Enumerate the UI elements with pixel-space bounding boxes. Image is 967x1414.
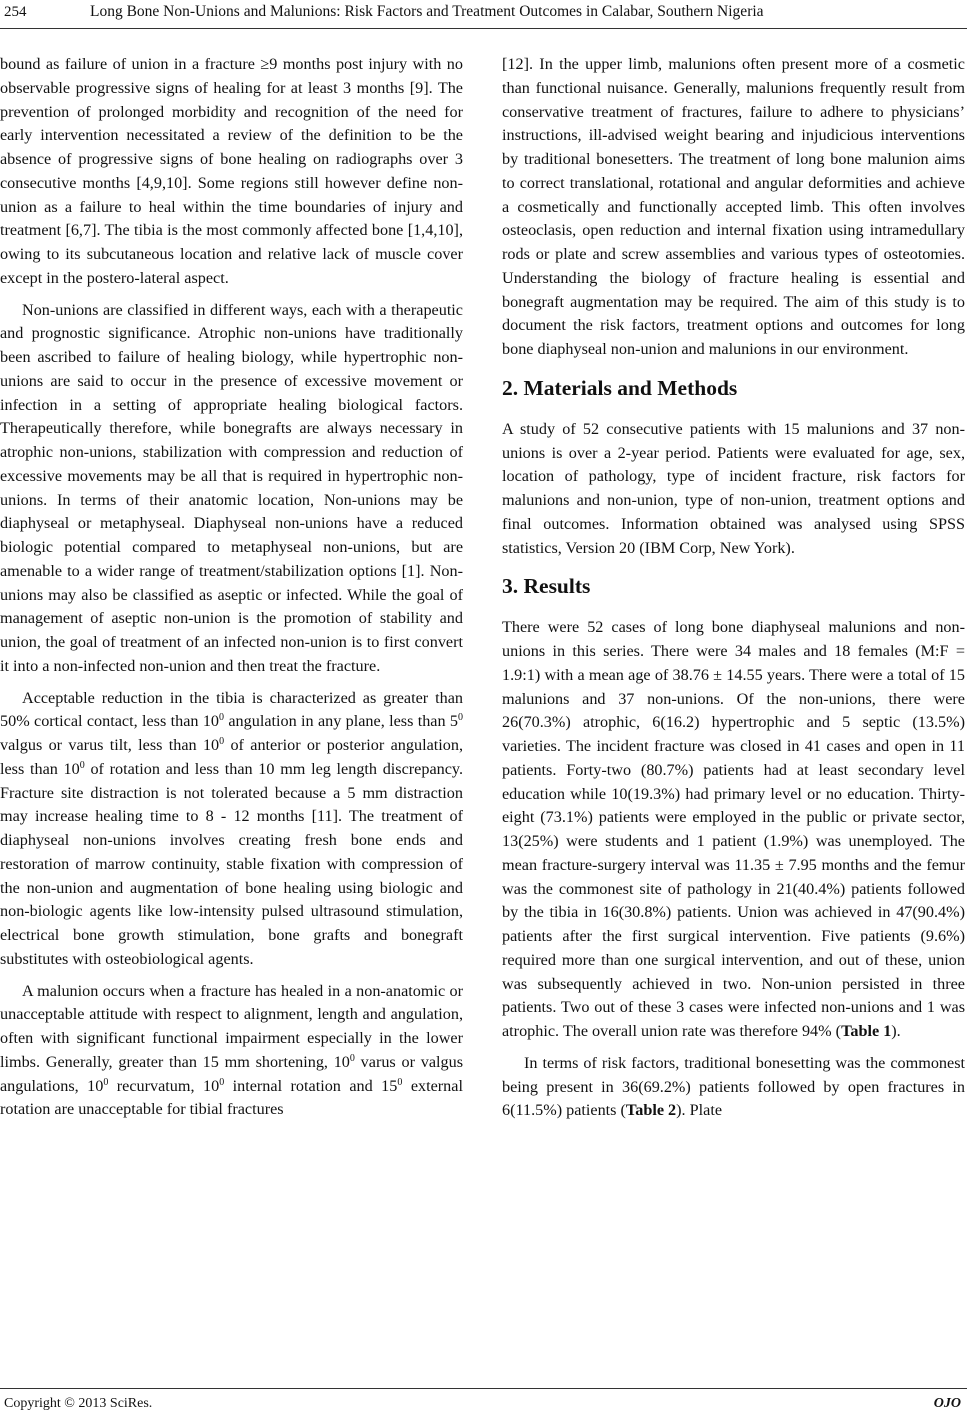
paragraph-acceptable-reduction: Acceptable reduction in the tibia is characterized as greater than 50% cortical contact, less than $10^0$ angulation in any plane, less than $5^0$ valgus or varus tilt, less than $10^0$ of anterior or posterior angulation, less than $10^0$ of rotation and less than 10 mm leg length discrepancy. Fracture site distraction is not tolerated because a 5 mm distraction may increase healing time to 8 - 12 months [11]. The treatment of diaphyseal non-unions involves creating fresh bone ends and restoration of marrow continuity, stable fixation with compression of the non-union and augmentation of bone healing using biologic and non-biologic agents like low-intensity pulsed ultrasound stimulation, electrical bone growth stimulation, bone grafts and bonegraft substitutes with osteobiological agents. xyxy=(0,688,464,968)
page-header xyxy=(0,0,967,30)
heading-results: 3. Results xyxy=(502,574,591,599)
running-title: Long Bone Non-Unions and Malunions: Risk Factors and Treatment Outcomes in Calabar, Southern Nigeria xyxy=(90,3,764,20)
paragraph-malunion: A malunion occurs when a fracture has healed in a non-anatomic or unacceptable attitude with respect to alignment, length and angulation, often with significant functional impairment especially in the lower limbs. Generally, greater than 15 mm shortening, $10^0$ varus or valgus angulations, $10^0$ recurvatum, $10^0$ internal rotation and $15^0$ external rotation are unacceptable for tibial fractures xyxy=(0,981,463,1119)
paragraph-nonunion-definition: bound as failure of union in a fracture ≥9 months post injury with no observable progressive signs of healing for at least 3 months [9]. The prevention of prolonged morbidity and recognition of the need for early intervention necessitated a review of the definition to be the absence of progressive signs of bone healing on radiographs over 3 consecutive months [4,9,10]. Some regions still however define non-union as a failure to heal within the time boundaries of injury and treatment [6,7]. The tibia is the most commonly affected bone [1,4,10], owing to its subcutaneous location and relative lack of muscle cover except in the postero-lateral aspect. xyxy=(0,55,463,287)
heading-materials-methods: 2. Materials and Methods xyxy=(502,375,738,400)
header-rule xyxy=(0,28,967,29)
footer-rule xyxy=(0,1388,967,1389)
journal-abbreviation: OJO xyxy=(933,1396,961,1411)
paragraph-malunion-treatment: [12]. In the upper limb, malunions often present more of a cosmetic than functional nuisance. Generally, malunions frequently result from conservative treatment of fractures, failure to adhere to physicians’ instructions, ill-advised weight bearing and injudicious interventions by traditional bonesetters. The treatment of long bone malunion aims to correct translational, rotational and angular deformities and achieve a cosmetically and functionally accepted limb. This often involves osteoclasis, open reduction and internal fixation using intramedullary rods or plate and screw assemblies and various types of osteotomies. Understanding the biology of fracture healing is essential and bonegraft augmentation may be required. The aim of this study is to document the risk factors, treatment options and outcomes for long bone diaphyseal non-union and malunions in our environment. xyxy=(502,55,965,358)
paragraph-nonunion-classification: Non-unions are classified in different ways, each with a therapeutic and prognostic significance. Atrophic non-unions have traditionally been ascribed to failure of healing biology, while hypertrophic non-unions are said to occur in the presence of excessive movement or infection in a setting of appropriate healing biological factors. Therapeutically therefore, while bonegrafts are always necessary in atrophic non-unions, stabilization with compression and reduction of excessive movements may be all that is required in hypertrophic non-unions. In terms of their anatomic location, Non-unions may be diaphyseal or metaphyseal. Diaphyseal non-unions have a reduced biologic potential compared to metaphyseal non-unions, but are amenable to a wider range of treatment/stabilization options [1]. Non-unions may also be classified as aseptic or infected. While the goal of management of aseptic non-union is the promotion of stability and union, the goal of treatment of an infected non-union is to first convert it into a non-infected non-union and then treat the fracture. xyxy=(0,300,463,675)
table-2-reference[interactable]: Table 2 xyxy=(625,1101,677,1120)
paragraph-methods: A study of 52 consecutive patients with 15 malunions and 37 non-unions is over a 2-year period. Patients were evaluated for age, sex, location of pathology, type of incident fracture, risk factors for malunions and non-union, type of non-union, treatment options and final outcomes. Information obtained was analysed using SPSS statistics, Version 20 (IBM Corp, New York). xyxy=(502,419,965,557)
copyright-notice: Copyright © 2013 SciRes. xyxy=(4,1396,153,1411)
page-footer xyxy=(0,1388,967,1414)
table-1-reference[interactable]: Table 1 xyxy=(841,1022,892,1040)
page-number: 254 xyxy=(4,4,27,20)
left-column xyxy=(0,53,463,1122)
paragraph-risk-factors: In terms of risk factors, traditional bonesetting was the commonest being present in 36(69.2%) patients followed by open fractures in 6(11.5%) patients (Table 2). Plate xyxy=(502,1053,965,1120)
right-column xyxy=(502,53,965,1123)
paragraph-results: There were 52 cases of long bone diaphyseal malunions and non-unions in this series. There were 34 males and 18 females (M:F = 1.9:1) with a mean age of 38.76 ± 14.55 years. There were a total of 15 malunions and 37 non-unions. Of the non-unions, there were 26(70.3%) atrophic, 6(16.2) hypertrophic and 5 septic (13.5%) varieties. The incident fracture was closed in 41 cases and open in 11 patients. Forty-two (80.7%) patients had at least secondary level education while 10(19.3%) had primary level or no education. Thirty-eight (73.1%) patients were employed in the public or private sector, 13(25%) were students and 1 patient (1.9%) was unemployed. The mean fracture-surgery interval was 11.35 ± 7.95 months and the femur was the commonest site of pathology in 21(40.4%) patients followed by the tibia in 16(30.8%) patients. Union was achieved in 47(90.4%) patients after the first surgical intervention. Five patients (9.6%) required more than one surgical intervention, and out of these, union was subsequently achieved in two. Non-union persisted in three patients. Two out of these 3 cases were infected non-unions and 1 was atrophic. The overall union rate was therefore 94% (Table 1). xyxy=(502,618,965,1040)
